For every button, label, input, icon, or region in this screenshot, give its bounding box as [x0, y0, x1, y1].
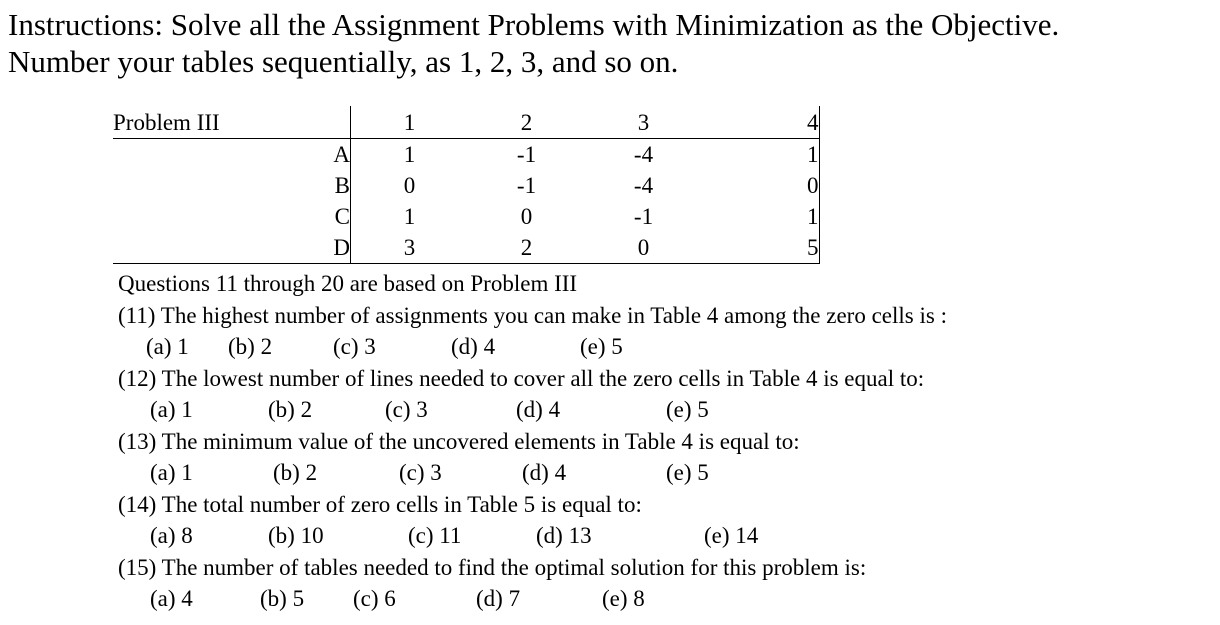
option-d: (d) 7 — [476, 586, 521, 611]
option-a: (a) 8 — [150, 523, 193, 548]
column-header: 4 — [702, 106, 819, 139]
question-15-options — [118, 583, 947, 615]
option-a: (a) 1 — [150, 460, 193, 485]
table-cell: 1 — [351, 139, 469, 171]
option-a: (a) 1 — [146, 334, 189, 359]
question-13-text: (13) The minimum value of the uncovered elements in Table 4 is equal to: — [118, 428, 800, 454]
option-d: (d) 13 — [536, 523, 592, 548]
problem-table — [113, 106, 820, 264]
question-12-options — [118, 394, 947, 426]
table-cell: -1 — [516, 142, 537, 167]
table-cell: -1 — [516, 173, 537, 198]
table-cell: 0 — [520, 204, 533, 229]
option-e: (e) 5 — [580, 334, 623, 359]
table-cell: 0 — [351, 170, 469, 201]
table-row — [113, 170, 819, 201]
option-d: (d) 4 — [451, 334, 496, 359]
row-label: C — [334, 204, 350, 229]
table-cell: 5 — [702, 232, 819, 264]
option-b: (b) 5 — [260, 586, 305, 611]
row-label: B — [334, 173, 350, 198]
questions-section — [118, 268, 947, 615]
row-label: A — [333, 142, 350, 167]
question-14-options — [118, 520, 947, 552]
option-e: (e) 14 — [704, 523, 759, 548]
table-cell: 1 — [702, 201, 819, 232]
table-row — [113, 139, 819, 171]
table-row — [113, 232, 819, 264]
table-cell: 2 — [468, 232, 585, 264]
questions-intro: Questions 11 through 20 are based on Problem III — [118, 271, 578, 296]
option-b: (b) 10 — [268, 523, 324, 548]
option-c: (c) 11 — [408, 523, 462, 548]
instructions — [8, 6, 1059, 80]
instructions-line-1: Instructions: Solve all the Assignment Problems with Minimization as the Objective. — [8, 7, 1060, 42]
option-a: (a) 1 — [150, 397, 193, 422]
instructions-line-2: Number your tables sequentially, as 1, 2, 3, and so on. — [8, 44, 679, 79]
option-d: (d) 4 — [522, 460, 567, 485]
option-b: (b) 2 — [273, 460, 318, 485]
option-c: (c) 3 — [333, 334, 376, 359]
question-13-options — [118, 457, 947, 489]
question-14-text: (14) The total number of zero cells in Table 5 is equal to: — [118, 491, 642, 517]
table-header-row — [113, 106, 819, 139]
column-header: 1 — [351, 106, 469, 139]
table-cell: 1 — [351, 201, 469, 232]
table-cell: 3 — [351, 232, 469, 264]
question-11-text: (11) The highest number of assignments you can make in Table 4 among the zero cells is : — [118, 302, 947, 328]
table-row — [113, 201, 819, 232]
option-b: (b) 2 — [228, 334, 273, 359]
table-cell: -4 — [633, 173, 654, 198]
question-11-options — [118, 331, 947, 363]
question-12-text: (12) The lowest number of lines needed to cover all the zero cells in Table 4 is equal to: — [118, 365, 925, 391]
table-cell: 0 — [702, 170, 819, 201]
option-c: (c) 3 — [385, 397, 428, 422]
option-c: (c) 3 — [399, 460, 442, 485]
option-b: (b) 2 — [268, 397, 313, 422]
table-cell: -4 — [633, 142, 654, 167]
table-cell: -1 — [633, 204, 654, 229]
option-c: (c) 6 — [353, 586, 396, 611]
column-header: 3 — [585, 106, 702, 139]
question-15-text: (15) The number of tables needed to find the optimal solution for this problem is: — [118, 554, 867, 580]
option-d: (d) 4 — [516, 397, 561, 422]
column-header: 2 — [468, 106, 585, 139]
option-e: (e) 5 — [666, 397, 709, 422]
option-e: (e) 5 — [666, 460, 709, 485]
row-label: D — [113, 232, 351, 264]
table-cell: 1 — [702, 139, 819, 171]
option-a: (a) 4 — [150, 586, 193, 611]
table-cell: 0 — [585, 232, 702, 264]
option-e: (e) 8 — [602, 586, 645, 611]
table-title: Problem III — [113, 106, 351, 139]
